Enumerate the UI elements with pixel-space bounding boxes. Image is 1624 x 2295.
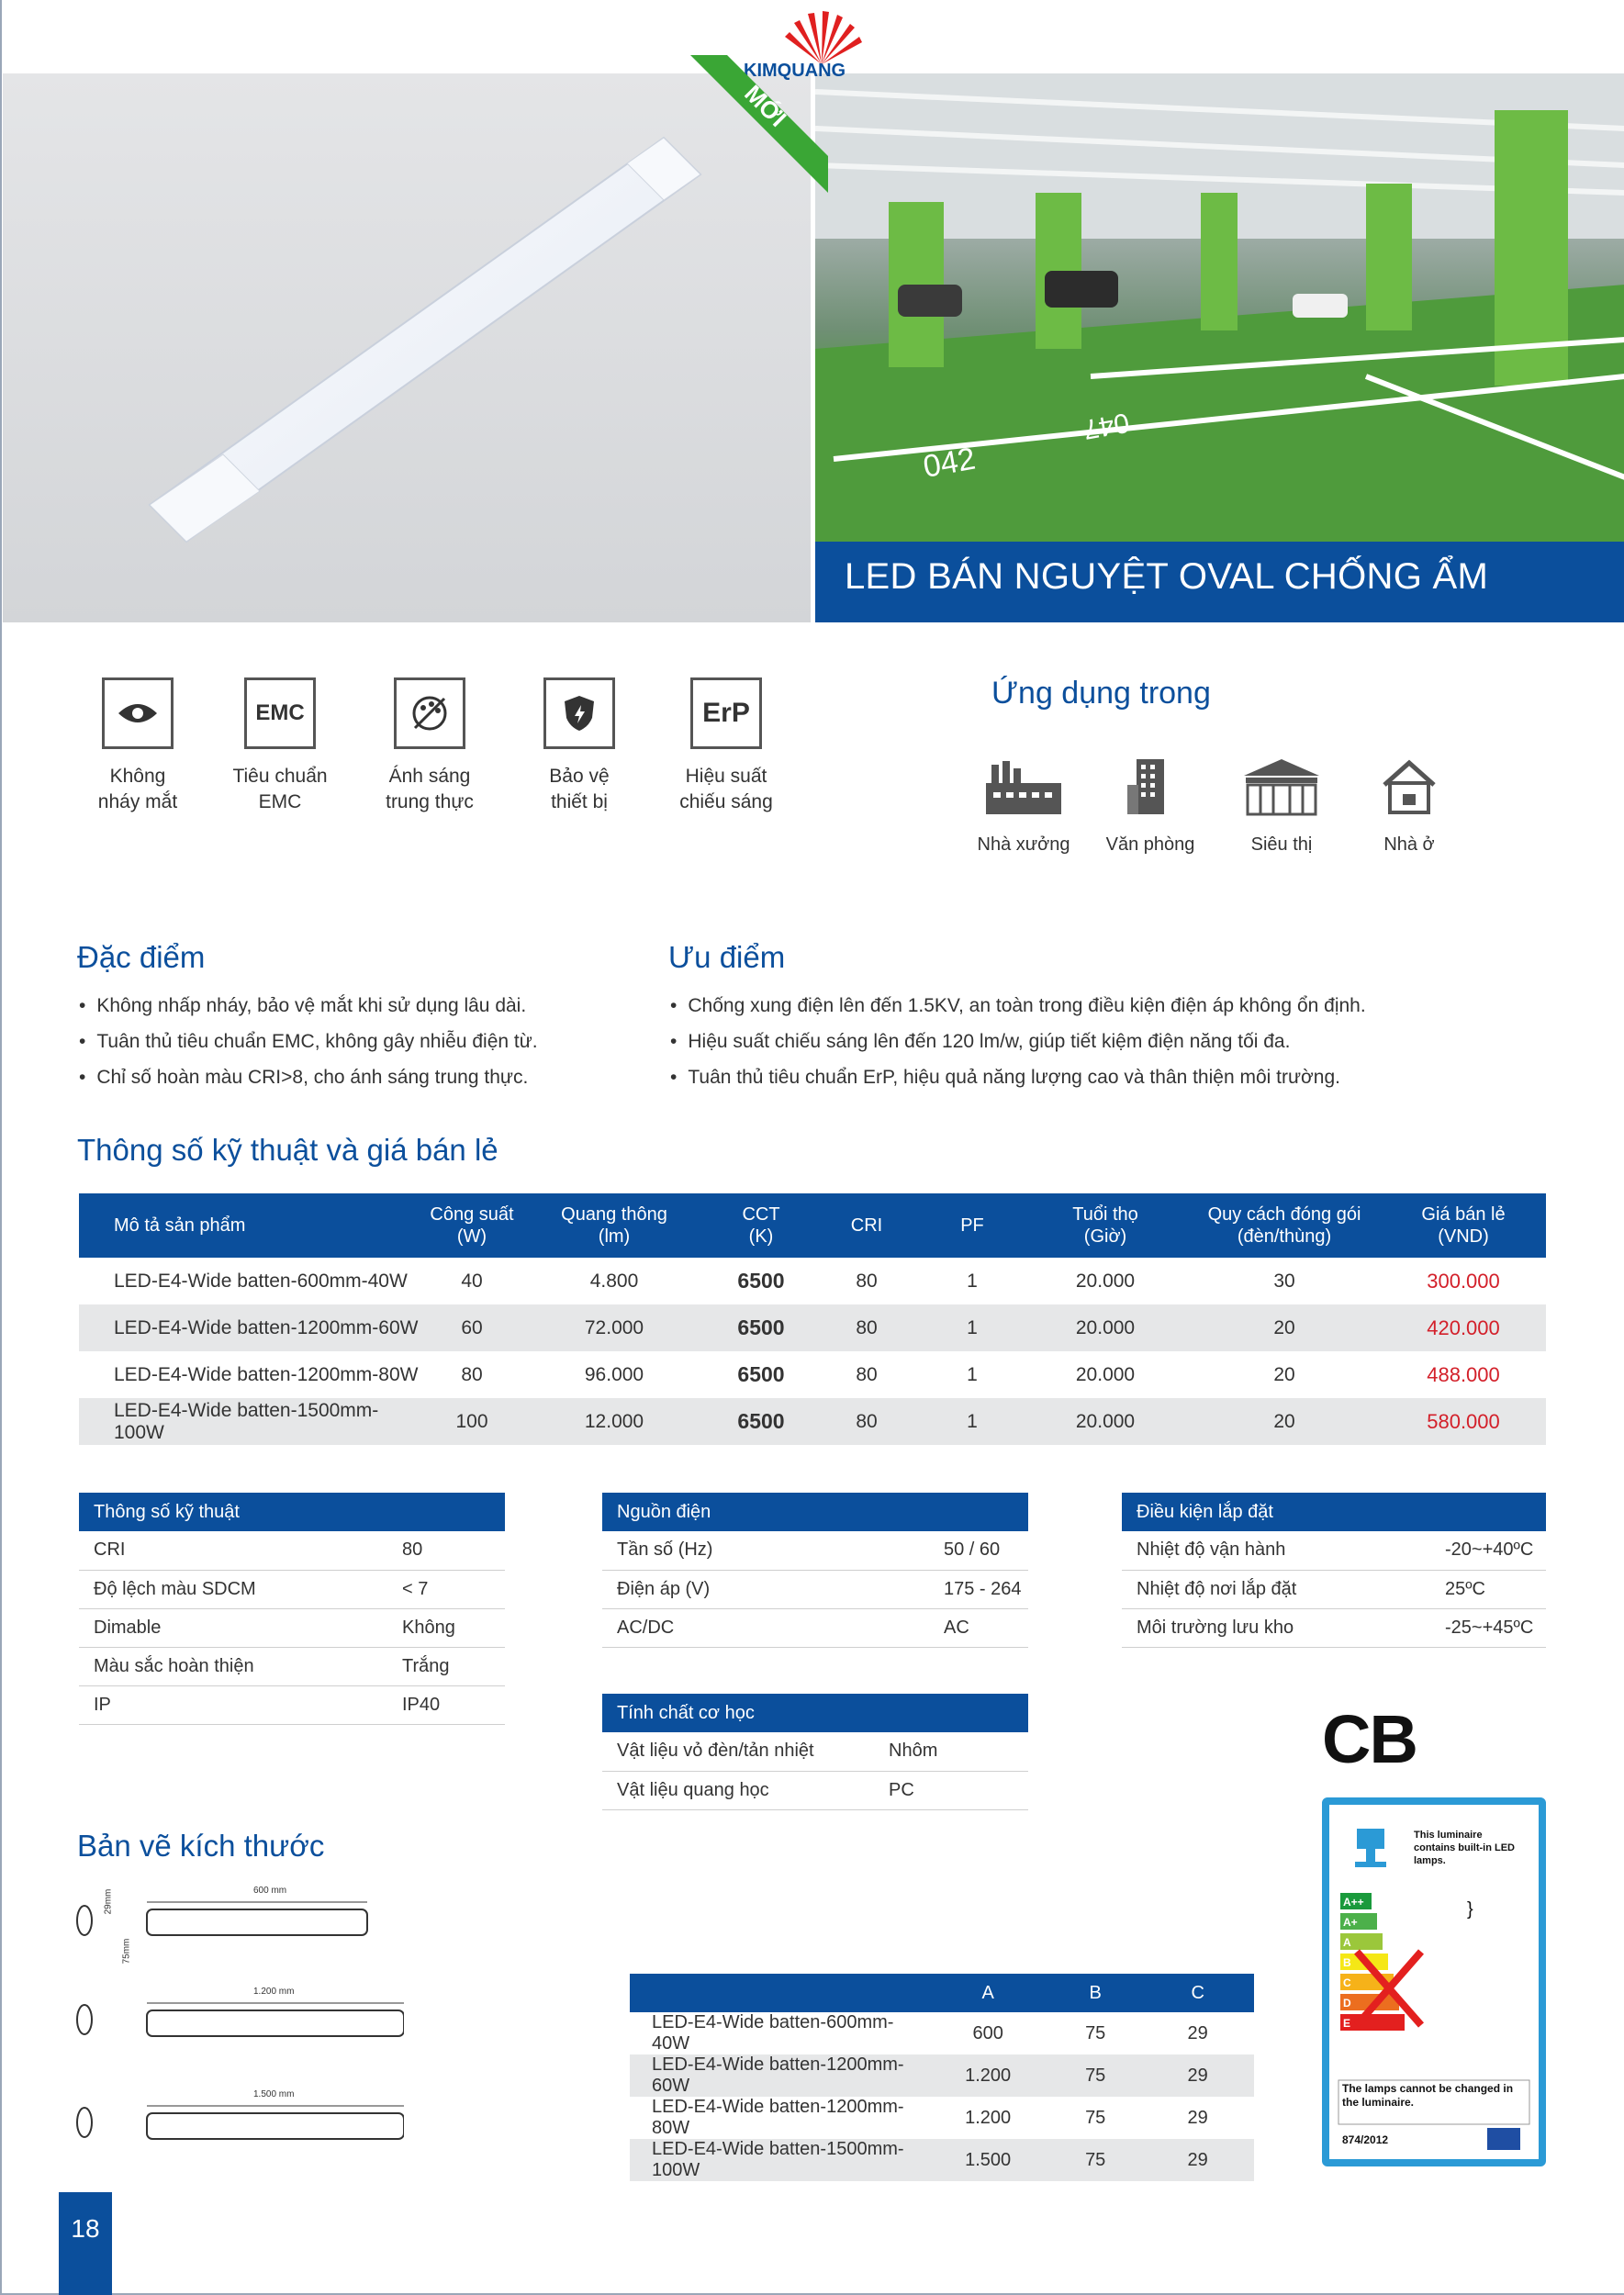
column-header: PF	[922, 1193, 1023, 1258]
product-title: LED BÁN NGUYỆT OVAL CHỐNG ẨM	[845, 556, 1489, 597]
brand-name: KIMQUANG	[744, 61, 846, 81]
advantages-list	[670, 988, 1366, 1095]
price-cell: 420.000	[1381, 1304, 1546, 1351]
svg-text:A+: A+	[1343, 1916, 1358, 1929]
table-cell: 12.000	[518, 1398, 711, 1445]
list-item: • Không nhấp nháy, bảo vệ mắt khi sử dụng lâu dài.	[79, 988, 538, 1024]
table-header: Điều kiện lắp đặt	[1122, 1493, 1546, 1531]
table-cell: 6500	[711, 1304, 812, 1351]
emc-icon: EMC	[244, 677, 316, 749]
svg-text:C: C	[1343, 1976, 1351, 1989]
house-icon	[1368, 757, 1450, 816]
table-header: Thông số kỹ thuật	[79, 1493, 505, 1531]
column-header: Giá bán lẻ (VND)	[1381, 1193, 1546, 1258]
feature-true-light: Ánh sáng trung thực	[361, 677, 498, 815]
app-house: Nhà ở	[1345, 757, 1473, 856]
table-cell: 80	[856, 1363, 878, 1385]
app-supermarket: Siêu thị	[1217, 757, 1346, 856]
dimension-label: 1.200 mm	[253, 1987, 295, 1997]
table-cell: 4.800	[589, 1270, 639, 1292]
power-table	[602, 1493, 1028, 1648]
column-header: CRI	[812, 1193, 922, 1258]
table-row	[79, 1258, 1546, 1304]
table-cell: 80	[856, 1270, 878, 1292]
list-item: • Hiệu suất chiếu sáng lên đến 120 lm/w, giúp tiết kiệm điện năng tối đa.	[670, 1024, 1366, 1059]
table-cell: 80	[461, 1363, 483, 1385]
table-cell: 6500	[711, 1398, 812, 1445]
column-header: Mô tả sản phẩm	[79, 1193, 426, 1258]
app-office: Văn phòng	[1086, 757, 1215, 856]
list-item: • Chống xung điện lên đến 1.5KV, an toàn trong điều kiện điện áp không ổn định.	[670, 988, 1366, 1024]
energy-label	[1322, 1797, 1546, 2166]
erp-icon: ErP	[690, 677, 762, 749]
page-number-tab	[59, 2192, 112, 2295]
characteristics-title: Đặc điểm	[77, 940, 206, 974]
column-header: C	[1141, 1974, 1254, 2012]
supermarket-icon	[1240, 757, 1323, 816]
table-cell: 20	[1273, 1363, 1295, 1385]
product-photo	[3, 73, 811, 622]
svg-text:}: }	[1467, 1899, 1473, 1920]
table-row: IP IP40	[79, 1685, 505, 1724]
table-row: Vật liệu quang học PC	[602, 1771, 1028, 1809]
table-row: Điện áp (V) 175 - 264	[602, 1570, 1028, 1608]
table-cell: 40	[461, 1270, 483, 1292]
factory-icon	[982, 757, 1065, 816]
dimension-label: 600 mm	[253, 1886, 287, 1896]
energy-label-regulation: 874/2012	[1342, 2133, 1389, 2146]
table-cell: 20.000	[1075, 1363, 1136, 1385]
table-header-row	[79, 1193, 1546, 1258]
table-row: Tần số (Hz) 50 / 60	[602, 1531, 1028, 1570]
table-cell: 30	[1273, 1270, 1295, 1292]
table-row	[79, 1304, 1546, 1351]
shield-icon	[543, 677, 615, 749]
svg-text:D: D	[1343, 1997, 1351, 2010]
tech-specs-table	[79, 1493, 505, 1725]
table-row	[79, 1351, 1546, 1398]
table-cell: 72.000	[518, 1304, 711, 1351]
table-row: LED-E4-Wide batten-1200mm-60W 1.200 75 29	[630, 2054, 1254, 2097]
table-cell: 20	[1188, 1304, 1381, 1351]
table-cell: 1	[967, 1363, 978, 1385]
table-cell: 96.000	[584, 1363, 644, 1385]
table-row: Vật liệu vỏ đèn/tản nhiệt Nhôm	[602, 1732, 1028, 1771]
table-row: LED-E4-Wide batten-1500mm-100W 1.500 75 29	[630, 2139, 1254, 2181]
height-label: 75mm	[121, 1938, 132, 1965]
table-row: LED-E4-Wide batten-1200mm-80W 1.200 75 29	[652, 2097, 1208, 2138]
parking-garage-photo	[815, 73, 1624, 542]
column-header: Tuổi thọ (Giờ)	[1023, 1193, 1188, 1258]
spec-price-table	[79, 1193, 1546, 1445]
table-cell: 20.000	[1075, 1270, 1136, 1292]
column-header: Công suất (W)	[426, 1193, 518, 1258]
dimension-label: 1.500 mm	[253, 2089, 295, 2099]
price-cell: 300.000	[1427, 1269, 1500, 1293]
table-row: Nhiệt độ nơi lắp đặt 25ºC	[1122, 1570, 1546, 1608]
new-badge	[690, 55, 828, 193]
install-conditions-table	[1122, 1493, 1546, 1648]
feature-emc: EMC Tiêu chuẩn EMC	[211, 677, 349, 815]
palette-icon	[394, 677, 465, 749]
price-cell: 580.000	[1381, 1398, 1546, 1445]
energy-label-top-note: This luminaire contains built-in LED lamps.	[1414, 1830, 1515, 1866]
feature-efficiency: ErP Hiệu suất chiếu sáng	[657, 677, 795, 815]
svg-text:B: B	[1343, 1956, 1351, 1969]
applications-title: Ứng dụng trong	[991, 676, 1211, 711]
cb-certification-logo: CB	[1322, 1701, 1417, 1777]
svg-text:E: E	[1343, 2017, 1351, 2030]
column-header: CCT (K)	[711, 1193, 812, 1258]
table-cell: 20.000	[1023, 1304, 1188, 1351]
feature-no-flicker: Không nháy mắt	[69, 677, 207, 815]
price-cell: 488.000	[1427, 1362, 1500, 1386]
table-row: Độ lệch màu SDCM < 7	[79, 1570, 505, 1608]
svg-text:A++: A++	[1343, 1896, 1364, 1909]
characteristics-list	[79, 988, 538, 1095]
list-item: • Tuân thủ tiêu chuẩn ErP, hiệu quả năng lượng cao và thân thiện môi trường.	[670, 1059, 1366, 1095]
table-cell: 6500	[737, 1362, 785, 1386]
table-row	[79, 1398, 1546, 1445]
advantages-title: Ưu điểm	[668, 940, 786, 974]
app-factory: Nhà xưởng	[959, 757, 1088, 856]
width-label: 29mm	[103, 1888, 114, 1915]
table-cell: 80	[812, 1398, 922, 1445]
svg-text:A: A	[1343, 1936, 1351, 1949]
table-cell: 100	[426, 1398, 518, 1445]
energy-label-bottom-note: The lamps cannot be changed in the luminaire.	[1342, 2082, 1514, 2109]
table-row: LED-E4-Wide batten-600mm-40W 600 75 29	[652, 2012, 1208, 2054]
table-header: Tính chất cơ học	[602, 1694, 1028, 1732]
table-row: Môi trường lưu kho -25~+45ºC	[1122, 1608, 1546, 1647]
table-cell: LED-E4-Wide batten-600mm-40W	[114, 1270, 408, 1292]
column-header: Quy cách đóng gói (đèn/thùng)	[1188, 1193, 1381, 1258]
table-cell: LED-E4-Wide batten-1200mm-60W	[79, 1304, 426, 1351]
new-badge-label: MỚI	[739, 79, 792, 132]
spec-table-title: Thông số kỹ thuật và giá bán lẻ	[77, 1133, 498, 1167]
svg-text:042: 042	[920, 441, 979, 485]
page-number: 18	[71, 2214, 100, 2243]
table-cell: 1	[922, 1304, 1023, 1351]
dimension-drawing	[73, 1882, 404, 2185]
table-cell: 80	[812, 1304, 922, 1351]
table-header-row	[630, 1974, 1254, 2012]
table-cell: 1	[922, 1398, 1023, 1445]
table-row: Dimable Không	[79, 1608, 505, 1647]
table-cell: 1	[967, 1270, 978, 1292]
column-header	[630, 1974, 926, 2012]
svg-text:047: 047	[1081, 407, 1132, 445]
column-header: A	[926, 1974, 1049, 2012]
table-cell: 20	[1188, 1398, 1381, 1445]
eye-icon	[102, 677, 174, 749]
feature-device-protection: Bảo vệ thiết bị	[510, 677, 648, 815]
table-cell: 60	[426, 1304, 518, 1351]
drawing-title: Bản vẽ kích thước	[77, 1829, 325, 1863]
list-item: • Tuân thủ tiêu chuẩn EMC, không gây nhiễu điện từ.	[79, 1024, 538, 1059]
list-item: • Chỉ số hoàn màu CRI>8, cho ánh sáng trung thực.	[79, 1059, 538, 1095]
table-cell: 20.000	[1023, 1398, 1188, 1445]
table-cell: 6500	[737, 1269, 785, 1293]
table-header: Nguồn điện	[602, 1493, 1028, 1531]
column-header: Quang thông (lm)	[518, 1193, 711, 1258]
column-header: B	[1049, 1974, 1141, 2012]
table-row: CRI 80	[79, 1531, 505, 1570]
mechanical-table	[602, 1694, 1028, 1810]
table-cell: LED-E4-Wide batten-1200mm-80W	[114, 1363, 419, 1385]
office-icon	[1109, 757, 1192, 816]
table-row: AC/DC AC	[602, 1608, 1028, 1647]
table-row: Màu sắc hoàn thiện Trắng	[79, 1647, 505, 1685]
dimension-table	[630, 1974, 1254, 2181]
table-cell: LED-E4-Wide batten-1500mm-100W	[79, 1398, 426, 1445]
table-row: Nhiệt độ vận hành -20~+40ºC	[1122, 1531, 1546, 1570]
